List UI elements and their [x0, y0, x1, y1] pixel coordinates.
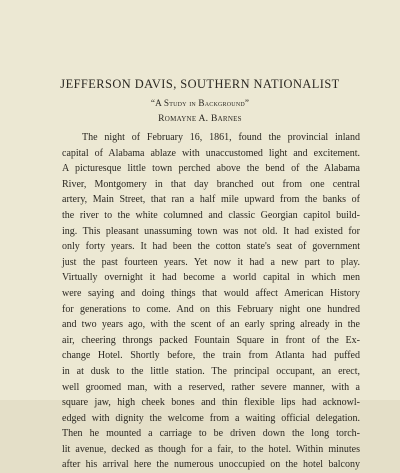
body-line: Then he mounted a carriage to be driven down the long torch-	[62, 428, 360, 440]
body-line: A picturesque little town perched above the bend of the Alabama	[62, 163, 360, 175]
article-title: JEFFERSON DAVIS, SOUTHERN NATIONALIST	[60, 77, 340, 91]
body-line: The night of February 16, 1861, found the provincial inland	[82, 132, 360, 143]
article-author: Romayne A. Barnes	[158, 113, 242, 124]
body-line: Virtually overnight it had become a world capital in which men	[62, 272, 360, 284]
body-line: were saying and doing things that would affect American History	[62, 287, 360, 299]
body-line: in at dusk to the little station. The principal occupant, an erect,	[62, 365, 360, 377]
body-line: edged with dignity the welcome from a waiting official delegation.	[62, 412, 360, 424]
body-line: capital of Alabama ablaze with unaccustomed light and excitement.	[62, 147, 360, 159]
body-line: after his arrival here the numerous unoccupied on the hotel balcony	[62, 459, 360, 471]
body-line: the river to the white columned and classic Georgian capitol build-	[62, 209, 360, 221]
body-line: square jaw, high cheek bones and thin flexible lips had acknowl-	[62, 397, 360, 409]
body-line: air, cheering throngs packed Fountain Square in front of the Ex-	[62, 334, 360, 346]
body-line: just the past fourteen years. Yet now it had a new part to play.	[62, 256, 360, 268]
body-line: for generations to come. And on this February night one hundred	[62, 303, 360, 315]
body-line: River, Montgomery in that day branched out from one central	[62, 178, 360, 190]
article-body	[62, 130, 360, 471]
body-line: only forty years. It had been the cotton state's seat of government	[62, 241, 360, 253]
article-subtitle: “A Study in Background”	[150, 98, 250, 108]
body-line: and two years ago, with the scent of an early spring already in the	[62, 319, 360, 331]
body-line: well groomed man, with a reserved, rather severe manner, with a	[62, 381, 360, 393]
body-line: lit avenue, decked as though for a fair, to the hotel. Within minutes	[62, 443, 360, 455]
body-line: change Hotel. Shortly before, the train from Atlanta had puffed	[62, 350, 360, 362]
body-line: artery, Main Street, that ran a half mile upward from the banks of	[62, 194, 360, 206]
body-line: ing. This pleasant unassuming town was not old. It had existed for	[62, 225, 360, 237]
